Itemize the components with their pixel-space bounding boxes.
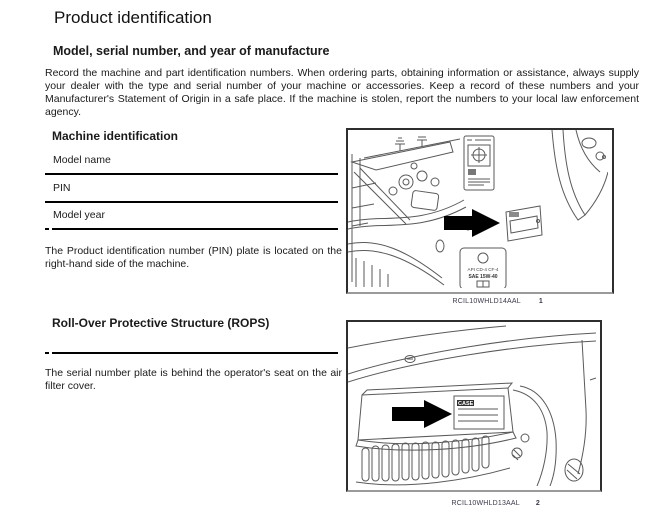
- pin-location-note: The Product identification number (PIN) plate is located on the right-hand side of the machine.: [45, 245, 342, 270]
- figure-2-line-art: [348, 322, 596, 486]
- figure-2-caption: [346, 500, 602, 507]
- figure-1-caption: [346, 298, 614, 305]
- field-rule-model-year: [45, 228, 338, 230]
- figure-2-caption-code: RCIL10WHLD13AAL: [451, 500, 520, 507]
- rops-field-rule: [45, 352, 338, 354]
- figure-2-serial-plate-illustration: [346, 320, 602, 492]
- figure-1-caption-code: RCIL10WHLD14AAL: [452, 298, 521, 305]
- page-title: Product identification: [54, 8, 212, 27]
- figure-1-line-art: [348, 130, 608, 288]
- machine-identification-heading: Machine identification: [52, 129, 179, 143]
- field-rule-model-name: [45, 173, 338, 175]
- field-label-model-year: Model year: [53, 209, 105, 221]
- rops-heading: Roll-Over Protective Structure (ROPS): [52, 316, 270, 330]
- oil-decal-spec-text: API CD-4 CF-4: [467, 267, 499, 272]
- plate-brand-text: CASE: [458, 401, 474, 407]
- intro-paragraph: Record the machine and part identification numbers. When ordering parts, obtaining information or assistance, always supply your dealer with the type and serial number of your machine or accessories. Keep a record of these numbers and your Manufacturer's Statement of Origin in a safe place. If the machine is stolen, report the numbers to your local law enforcement agency.: [45, 67, 639, 118]
- field-rule-pin: [45, 201, 338, 203]
- rops-note: The serial number plate is behind the operator's seat on the air filter cover.: [45, 367, 342, 392]
- oil-decal-grade-text: SAE 15W-40: [468, 274, 498, 280]
- figure-1-pin-plate-illustration: [346, 128, 614, 294]
- figure-1-caption-number: 1: [538, 298, 543, 305]
- figure-2-caption-number: 2: [535, 500, 540, 507]
- field-label-pin: PIN: [53, 182, 71, 194]
- section-subtitle: Model, serial number, and year of manufacture: [53, 44, 330, 58]
- field-label-model-name: Model name: [53, 154, 111, 166]
